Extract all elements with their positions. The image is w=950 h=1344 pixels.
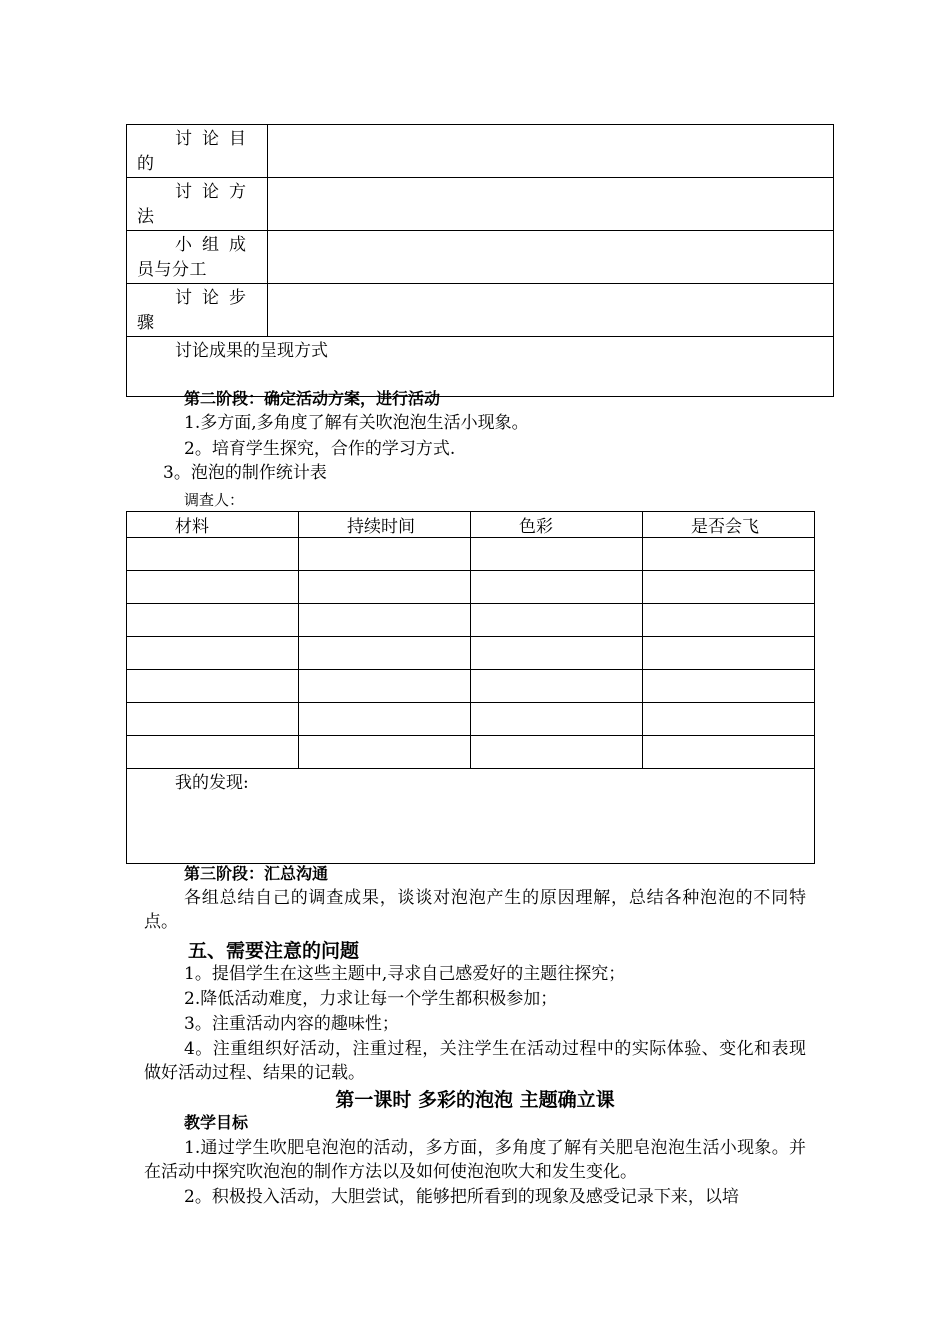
table-header-row: [127, 512, 815, 538]
table-cell: [299, 538, 471, 571]
table-row: [127, 736, 815, 769]
table-cell: [643, 571, 815, 604]
row-value-cell: [268, 125, 834, 178]
table-cell: [471, 637, 643, 670]
row-value-cell: [268, 284, 834, 337]
table-row: [127, 125, 834, 178]
table-cell: [643, 736, 815, 769]
row-value-cell: [268, 178, 834, 231]
stage3-heading: 第三阶段：汇总沟通: [184, 864, 329, 883]
table-cell: [471, 670, 643, 703]
table-row: [127, 571, 815, 604]
stage2-item-3: 3。泡泡的制作统计表: [163, 463, 327, 483]
presentation-label: 讨论成果的呈现方式: [127, 337, 834, 397]
table-cell: [127, 670, 299, 703]
table-row: [127, 703, 815, 736]
table-cell: [127, 736, 299, 769]
table-cell: [471, 604, 643, 637]
goals-heading: 教学目标: [184, 1113, 249, 1132]
column-header: 色彩: [471, 512, 643, 538]
stage2-item-1: 1.多方面,多角度了解有关吹泡泡生活小现象。: [184, 413, 529, 433]
note-item: 2.降低活动难度，力求让每一个学生都积极参加；: [184, 989, 558, 1009]
table-cell: [127, 703, 299, 736]
stage2-heading: 第二阶段：确定活动方案，进行活动: [184, 389, 441, 408]
goal-2: 2。积极投入活动，大胆尝试，能够把所看到的现象及感受记录下来，以培: [184, 1187, 739, 1207]
column-header: 持续时间: [299, 512, 471, 538]
row-label: 讨论目 的: [127, 125, 268, 178]
table-row: [127, 604, 815, 637]
table-cell: [127, 637, 299, 670]
row-label: 讨论方 法: [127, 178, 268, 231]
note-item: 4。注重组织好活动，注重过程，关注学生在活动过程中的实际体验、变化和表现做好活动过程、结果的记载。: [144, 1039, 806, 1083]
table-cell: [471, 538, 643, 571]
row-value-cell: [268, 231, 834, 284]
table-cell: [643, 538, 815, 571]
bubble-stats-table: [126, 511, 815, 864]
table-cell: [471, 703, 643, 736]
goal-1: 1.通过学生吹肥皂泡泡的活动，多方面，多角度了解有关肥皂泡泡生活小现象。并在活动中探究吹泡泡的制作方法以及如何使泡泡吹大和发生变化。: [144, 1138, 806, 1182]
table-cell: [643, 703, 815, 736]
table-cell: [643, 637, 815, 670]
table-row: [127, 284, 834, 337]
lesson-title: 第一课时 多彩的泡泡 主题确立课: [335, 1089, 615, 1111]
table-row: [127, 538, 815, 571]
column-header: 是否会飞: [643, 512, 815, 538]
table-cell: [471, 736, 643, 769]
table-cell: [299, 703, 471, 736]
discussion-plan-table: [126, 124, 834, 397]
table-cell: [299, 571, 471, 604]
column-header: 材料: [127, 512, 299, 538]
section5-heading: 五、需要注意的问题: [188, 940, 360, 962]
table-row: [127, 637, 815, 670]
table-cell: [643, 604, 815, 637]
table-cell: [299, 604, 471, 637]
table-cell: [299, 670, 471, 703]
note-item: 3。注重活动内容的趣味性；: [184, 1014, 399, 1034]
stage2-item-2: 2。培育学生探究，合作的学习方式.: [184, 439, 456, 459]
finding-cell: 我的发现:: [127, 769, 815, 864]
table-cell: [127, 538, 299, 571]
row-label: 讨论步 骤: [127, 284, 268, 337]
note-item: 1。提倡学生在这些主题中,寻求自己感爱好的主题往探究；: [184, 964, 626, 984]
investigator-label: 调查人：: [184, 491, 245, 509]
table-cell: [299, 736, 471, 769]
table-cell: [471, 571, 643, 604]
table-cell: [127, 571, 299, 604]
table-row: [127, 178, 834, 231]
table-row: [127, 231, 834, 284]
table-row: [127, 670, 815, 703]
finding-row: [127, 769, 815, 864]
stats-body: [127, 538, 815, 769]
table-cell: [127, 604, 299, 637]
table-cell: [643, 670, 815, 703]
table-cell: [299, 637, 471, 670]
row-label: 小组成 员与分工: [127, 231, 268, 284]
stage3-text: 各组总结自己的调查成果，谈谈对泡泡产生的原因理解，总结各种泡泡的不同特点。: [144, 888, 806, 932]
